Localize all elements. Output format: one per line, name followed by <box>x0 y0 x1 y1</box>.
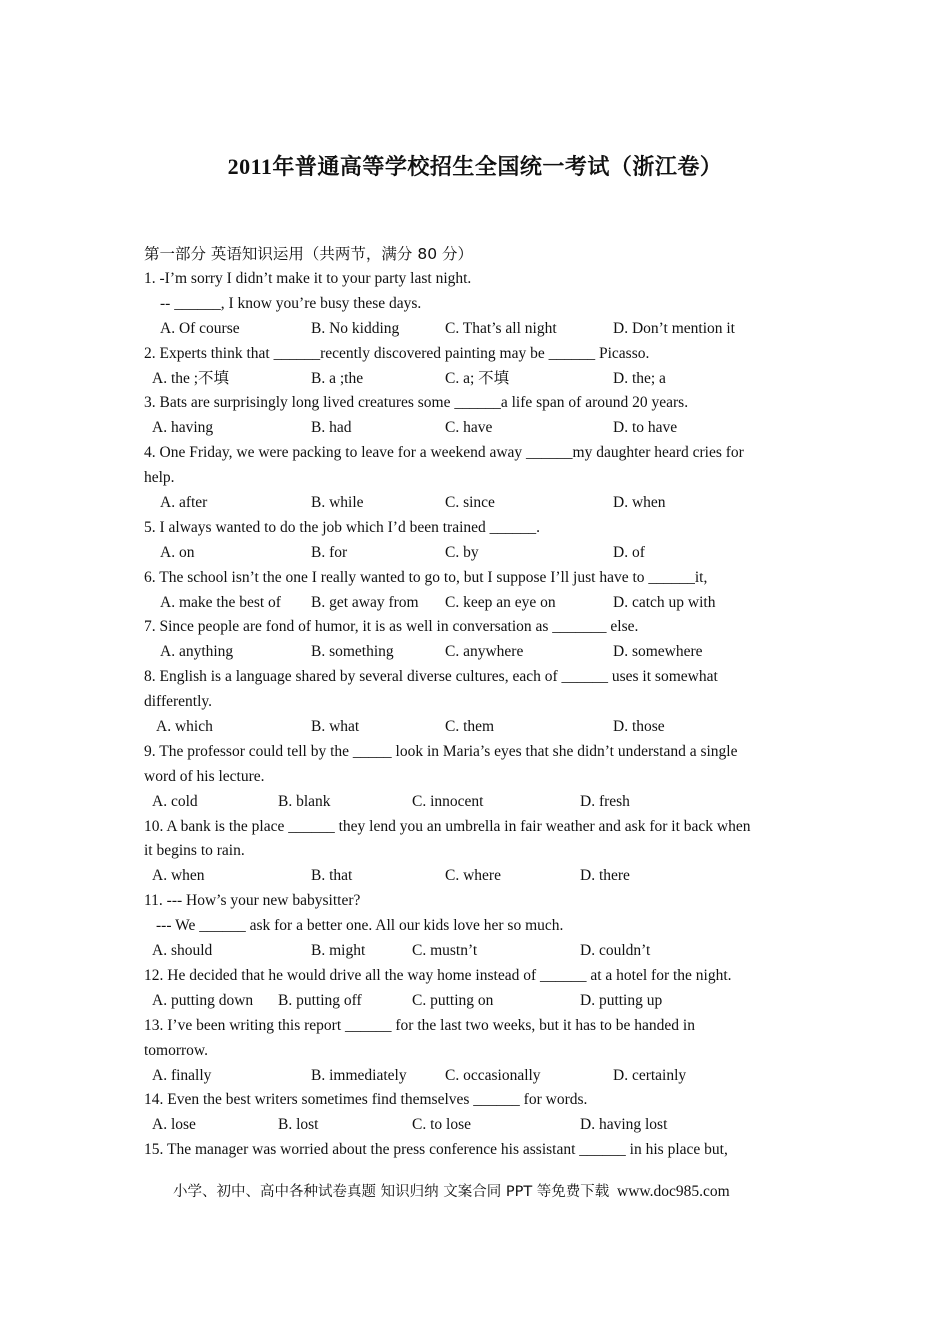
option-a: A. cold <box>152 792 198 810</box>
option-d: D. to have <box>613 419 678 437</box>
option-d: D. those <box>613 718 665 736</box>
option-a: A. should <box>152 942 213 960</box>
question-13-options <box>144 1064 806 1089</box>
option-d: D. Don’t mention it <box>613 319 735 337</box>
option-c: C. occasionally <box>445 1066 541 1084</box>
option-a: A. the ;不填 <box>152 369 230 387</box>
question-7-stem: 7. Since people are fond of humor, it is as well in conversation as _______ else. <box>144 618 639 636</box>
question-14-stem: 14. Even the best writers sometimes find themselves ______ for words. <box>144 1091 588 1109</box>
option-a: A. anything <box>160 643 234 661</box>
option-d: D. somewhere <box>613 643 703 661</box>
question-11-stem: 11. --- How’s your new babysitter? <box>144 892 361 910</box>
option-b: B. get away from <box>311 593 419 611</box>
option-b: B. putting off <box>278 991 362 1009</box>
question-9-stem: 9. The professor could tell by the _____ look in Maria’s eyes that she didn’t understand a single <box>144 742 738 760</box>
option-a: A. which <box>156 718 213 736</box>
option-c: C. a; 不填 <box>445 369 510 387</box>
question-5-options <box>144 541 806 566</box>
option-b: B. something <box>311 643 394 661</box>
title-year: 2011 <box>227 154 273 179</box>
question-9-stem-cont: word of his lecture. <box>144 767 265 785</box>
option-c: C. where <box>445 867 501 885</box>
option-a: A. having <box>152 419 214 437</box>
option-d: D. putting up <box>580 991 663 1009</box>
option-b: B. for <box>311 543 348 561</box>
question-13-stem: 13. I’ve been writing this report ______ for the last two weeks, but it has to be handed in <box>144 1016 695 1034</box>
section-heading: 第一部分 英语知识运用（共两节，满分 80 分） <box>144 245 474 263</box>
option-b: B. a ;the <box>311 369 364 387</box>
option-a: A. lose <box>152 1116 196 1134</box>
option-a: A. Of course <box>160 319 240 337</box>
footer-text: 小学、初中、高中各种试卷真题 知识归纳 文案合同 PPT 等免费下载 <box>173 1184 610 1200</box>
question-13-stem-cont: tomorrow. <box>144 1041 208 1059</box>
option-c: C. them <box>445 718 495 736</box>
option-c: C. innocent <box>412 792 484 810</box>
option-d: D. the; a <box>613 369 666 387</box>
option-c: C. anywhere <box>445 643 524 661</box>
question-15-stem: 15. The manager was worried about the press conference his assistant ______ in his place but, <box>144 1141 728 1159</box>
option-d: D. there <box>580 867 630 885</box>
question-14-options <box>144 1113 806 1138</box>
option-b: B. might <box>311 942 366 960</box>
question-12-stem: 12. He decided that he would drive all the way home instead of ______ at a hotel for the night. <box>144 966 732 984</box>
option-a: A. when <box>152 867 205 885</box>
option-c: C. to lose <box>412 1116 471 1134</box>
question-4-stem-cont: help. <box>144 469 175 487</box>
option-b: B. what <box>311 718 360 736</box>
question-11-options <box>144 939 806 964</box>
question-2-options <box>144 367 806 392</box>
page-title <box>0 150 950 181</box>
option-b: B. No kidding <box>311 319 400 337</box>
option-c: C. That’s all night <box>445 319 557 337</box>
option-b: B. while <box>311 494 364 512</box>
page-footer <box>173 1180 730 1201</box>
option-a: A. on <box>160 543 195 561</box>
question-1-reply: -- ______, I know you’re busy these days. <box>160 294 422 312</box>
question-11-reply: --- We ______ ask for a better one. All our kids love her so much. <box>156 917 564 935</box>
option-c: C. by <box>445 543 479 561</box>
option-c: C. since <box>445 494 495 512</box>
question-8-stem: 8. English is a language shared by several diverse cultures, each of ______ uses it somewhat <box>144 668 718 686</box>
question-4-stem: 4. One Friday, we were packing to leave for a weekend away ______my daughter heard cries for <box>144 444 744 462</box>
title-text: 年普通高等学校招生全国统一考试（浙江卷） <box>272 155 723 180</box>
question-1-stem: 1. -I’m sorry I didn’t make it to your party last night. <box>144 270 472 287</box>
question-4-options <box>144 491 806 516</box>
question-9-options <box>144 790 806 815</box>
question-list <box>144 267 806 1163</box>
option-c: C. mustn’t <box>412 942 478 960</box>
question-10-stem-cont: it begins to rain. <box>144 842 245 860</box>
option-b: B. had <box>311 419 352 437</box>
option-b: B. lost <box>278 1116 319 1134</box>
question-8-options <box>144 715 806 740</box>
option-a: A. finally <box>152 1066 212 1084</box>
option-b: B. that <box>311 867 353 885</box>
option-c: C. keep an eye on <box>445 593 556 611</box>
question-6-options <box>144 591 806 616</box>
question-10-stem: 10. A bank is the place ______ they lend you an umbrella in fair weather and ask for it back when <box>144 817 751 835</box>
question-3-stem: 3. Bats are surprisingly long lived creatures some ______a life span of around 20 years. <box>144 394 689 412</box>
option-a: A. make the best of <box>160 593 281 611</box>
option-d: D. of <box>613 543 645 561</box>
option-b: B. blank <box>278 792 331 810</box>
question-5-stem: 5. I always wanted to do the job which I’d been trained ______. <box>144 518 541 536</box>
footer-link[interactable]: www.doc985.com <box>617 1183 730 1200</box>
option-c: C. have <box>445 419 493 437</box>
question-12-options <box>144 989 806 1014</box>
option-a: A. after <box>160 494 208 512</box>
question-8-stem-cont: differently. <box>144 693 213 711</box>
option-b: B. immediately <box>311 1066 407 1084</box>
option-d: D. fresh <box>580 792 630 810</box>
option-a: A. putting down <box>152 991 254 1009</box>
question-10-options <box>144 864 806 889</box>
question-1-options <box>144 317 806 342</box>
option-d: D. when <box>613 494 666 512</box>
option-d: D. certainly <box>613 1066 687 1084</box>
option-d: D. catch up with <box>613 593 716 611</box>
question-3-options <box>144 416 806 441</box>
question-7-options <box>144 640 806 665</box>
option-d: D. having lost <box>580 1116 668 1134</box>
question-2-stem: 2. Experts think that ______recently discovered painting may be ______ Picasso. <box>144 344 650 362</box>
question-6-stem: 6. The school isn’t the one I really wanted to go to, but I suppose I’ll just have to ______it, <box>144 568 708 586</box>
option-c: C. putting on <box>412 991 494 1009</box>
option-d: D. couldn’t <box>580 942 651 960</box>
